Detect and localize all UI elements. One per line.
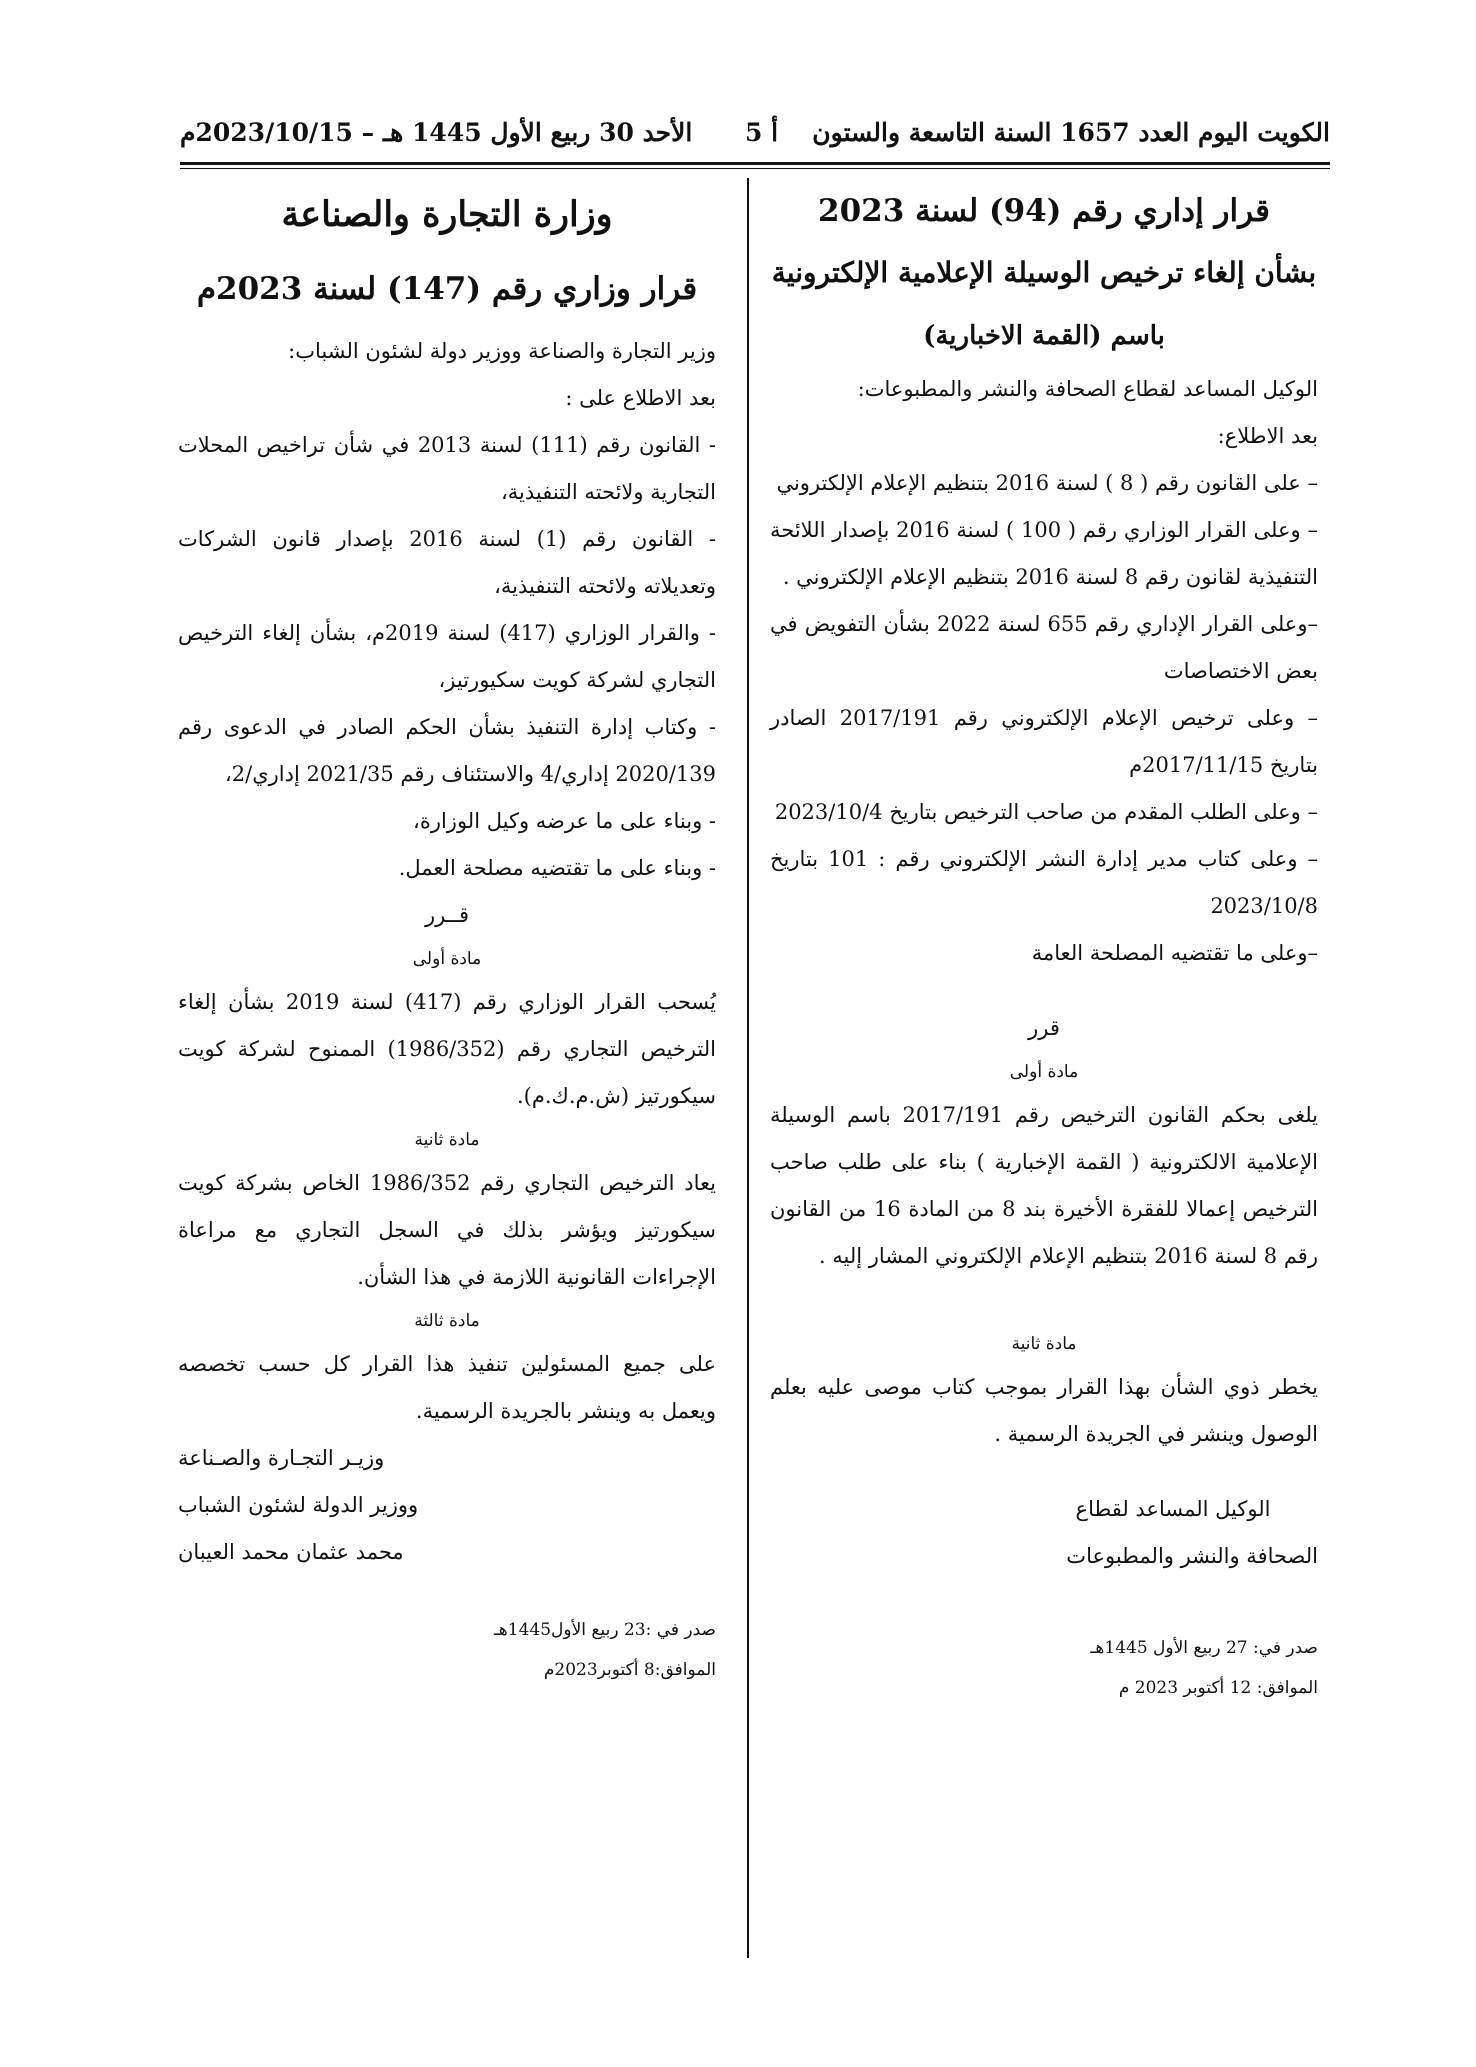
article-2-text: يعاد الترخيص التجاري رقم 1986/352 الخاص بشركة كويت سيكورتيز ويؤشر بذلك في السجل التجاري مع مراعاة الإجراءات القانونية اللازمة في هذا الشأن. [178, 1171, 717, 1289]
article-2-title: مادة ثانية [1011, 1334, 1077, 1354]
recital-1: – على القانون رقم ( 8 ) لسنة 2016 بتنظيم الإعلام الإلكتروني [776, 471, 1318, 495]
signature-line-1: وزيـر التجـارة والصـناعة [178, 1446, 385, 1470]
after-review-label: بعد الاطلاع على : [565, 386, 716, 410]
recital-6: – وعلى كتاب مدير إدارة النشر الإلكتروني رقم : 101 بتاريخ 2023/10/8 [770, 847, 1318, 918]
recital-6: - وبناء على ما تقتضيه مصلحة العمل. [398, 856, 716, 880]
page-header [180, 118, 1330, 158]
ministerial-decree-title: قرار وزاري رقم (147) لسنة 2023م [196, 271, 698, 307]
decree-title: قرار إداري رقم (94) لسنة 2023 [818, 193, 1270, 229]
article-2-text: يخطر ذوي الشأن بهذا القرار بموجب كتاب موصى عليه بعلم الوصول وينشر في الجريدة الرسمية . [770, 1375, 1318, 1446]
article-1-text: يلغى بحكم القانون الترخيص رقم 2017/191 باسم الوسيلة الإعلامية الالكترونية ( القمة الإخبارية ) بناء على طلب صاحب الترخيص إعمالا للفقرة الأخيرة بند 8 من المادة 16 من القانون رقم 8 لسنة 2016 بتنظيم الإعلام الإلكتروني المشار إليه . [770, 1103, 1318, 1268]
column-divider [747, 178, 749, 1958]
signature-line-2: ووزير الدولة لشئون الشباب [178, 1493, 419, 1517]
recital-1: - القانون رقم (111) لسنة 2013 في شأن تراخيص المحلات التجارية ولائحته التنفيذية، [178, 433, 716, 504]
corresponding-date: الموافق: 12 أكتوبر 2023 م [1118, 1678, 1318, 1698]
signature-block [178, 1435, 716, 1576]
header-rule-thin [180, 168, 1330, 169]
recital-4: - وكتاب إدارة التنفيذ بشأن الحكم الصادر في الدعوى رقم 2020/139 إداري/4 والاستئناف رقم 2021/35 إداري/2، [178, 715, 716, 786]
decided-heading: قرر [1028, 1016, 1060, 1040]
recital-2: - القانون رقم (1) لسنة 2016 بإصدار قانون الشركات وتعديلاته ولائحته التنفيذية، [178, 527, 716, 598]
decree-issuer: الوكيل المساعد لقطاع الصحافة والنشر والمطبوعات: [857, 377, 1318, 401]
left-column-decree [178, 180, 716, 1690]
signature-name: محمد عثمان محمد العيبان [178, 1540, 404, 1564]
recital-4: – وعلى ترخيص الإعلام الإلكتروني رقم 2017/191 الصادر بتاريخ 2017/11/15م [770, 706, 1319, 777]
right-column-decree [770, 180, 1318, 1708]
article-3-title: مادة ثالثة [414, 1311, 480, 1331]
article-3-text: على جميع المسئولين تنفيذ هذا القرار كل حسب تخصصه ويعمل به وينشر بالجريدة الرسمية. [178, 1352, 716, 1423]
signature-line-2: الصحافة والنشر والمطبوعات [1066, 1544, 1318, 1568]
signature-line-1: الوكيل المساعد لقطاع [1075, 1497, 1271, 1521]
decree-subject-name: باسم (القمة الاخبارية) [923, 321, 1165, 351]
header-date: الأحد 30 ربيع الأول 1445 هـ – 2023/10/15م [180, 118, 693, 147]
recital-3: –وعلى القرار الإداري رقم 655 لسنة 2022 بشأن التفويض في بعض الاختصاصات [770, 612, 1318, 683]
header-rule-thick [180, 162, 1330, 165]
article-1-title: مادة أولى [1009, 1062, 1079, 1082]
decree-subject: بشأن إلغاء ترخيص الوسيلة الإعلامية الإلكترونية [771, 256, 1317, 289]
article-1-title: مادة أولى [412, 949, 482, 969]
recital-2: – وعلى القرار الوزاري رقم ( 100 ) لسنة 2016 بإصدار اللائحة التنفيذية لقانون رقم 8 لسنة 2016 بتنظيم الإعلام الإلكتروني . [770, 518, 1318, 589]
article-1-text: يُسحب القرار الوزاري رقم (417) لسنة 2019 بشأن إلغاء الترخيص التجاري رقم (1986/352) الممنوح لشركة كويت سيكورتيز (ش.م.ك.م). [178, 990, 717, 1108]
corresponding-date: الموافق:8 أكتوبر2023م [543, 1660, 716, 1680]
after-review-label: بعد الاطلاع: [1217, 424, 1318, 448]
recital-3: - والقرار الوزاري (417) لسنة 2019م، بشأن إلغاء الترخيص التجاري لشركة كويت سكيورتيز، [178, 621, 717, 692]
issued-date: صدر في :23 ربيع الأول1445هـ [493, 1620, 716, 1640]
recital-5: - وبناء على ما عرضه وكيل الوزارة، [413, 809, 716, 833]
header-page-number: أ 5 [745, 118, 779, 147]
article-2-title: مادة ثانية [414, 1130, 480, 1150]
recital-7: –وعلى ما تقتضيه المصلحة العامة [1031, 941, 1318, 965]
recital-5: – وعلى الطلب المقدم من صاحب الترخيص بتاريخ 2023/10/4 [774, 800, 1318, 824]
ministry-name: وزارة التجارة والصناعة [281, 194, 613, 235]
header-issue-info: الكويت اليوم العدد 1657 السنة التاسعة والستون [812, 118, 1330, 147]
issued-date: صدر في: 27 ربيع الأول 1445هـ [1090, 1638, 1318, 1658]
decree-issuer: وزير التجارة والصناعة ووزير دولة لشئون الشباب: [288, 339, 716, 363]
decided-heading: قــرر [424, 903, 470, 927]
